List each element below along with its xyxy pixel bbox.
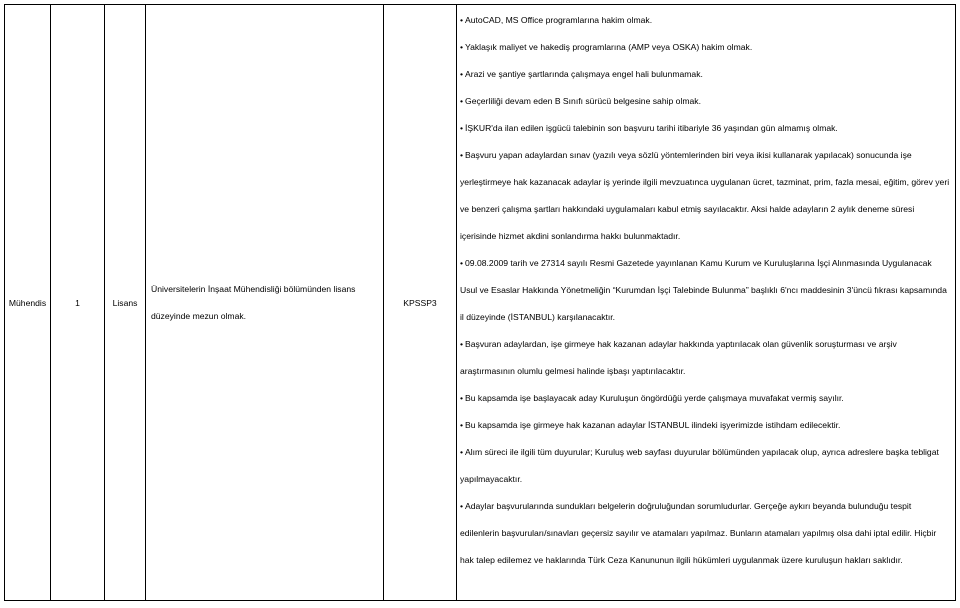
list-item (460, 88, 951, 115)
conditions-list (460, 7, 951, 574)
condition-text: Bu kapsamda işe girmeye hak kazanan adaylar İSTANBUL ilindeki işyerimizde istihdam edilecektir. (465, 420, 841, 430)
position-count-cell: 1 (51, 5, 105, 601)
condition-text: Arazi ve şantiye şartlarında çalışmaya engel hali bulunmamak. (465, 69, 703, 79)
condition-text: İŞKUR'da ilan edilen işgücü talebinin son başvuru tarihi itibariyle 36 yaşından gün almamış olmak. (465, 123, 838, 133)
bullet-icon: • (460, 69, 464, 79)
education-level-cell: Lisans (105, 5, 146, 601)
bullet-icon: • (460, 447, 464, 457)
list-item (460, 439, 951, 493)
list-item (460, 61, 951, 88)
list-item (460, 7, 951, 34)
list-item (460, 115, 951, 142)
bullet-icon: • (460, 420, 464, 430)
list-item (460, 34, 951, 61)
bullet-icon: • (460, 15, 464, 25)
list-item (460, 412, 951, 439)
condition-text: Başvuran adaylardan, işe girmeye hak kazanan adaylar hakkında yaptırılacak olan güvenlik soruşturması ve arşiv araştırmasının olumlu gelmesi halinde işbaşı yaptırılacaktır. (460, 339, 897, 376)
bullet-icon: • (460, 96, 464, 106)
job-posting-table (4, 4, 956, 601)
list-item (460, 142, 951, 250)
bullet-icon: • (460, 501, 464, 511)
bullet-icon: • (460, 258, 464, 268)
condition-text: Bu kapsamda işe başlayacak aday Kuruluşun öngördüğü yerde çalışmaya muvafakat vermiş sayılır. (465, 393, 844, 403)
condition-text: Alım süreci ile ilgili tüm duyurular; Kuruluş web sayfası duyurular bölümünden yapılacak olup, ayrıca adreslere başka tebligat yapılmayacaktır. (460, 447, 939, 484)
list-item (460, 385, 951, 412)
conditions-cell (457, 5, 956, 601)
condition-text: Geçerliliği devam eden B Sınıfı sürücü belgesine sahip olmak. (465, 96, 701, 106)
bullet-icon: • (460, 123, 464, 133)
condition-text: Başvuru yapan adaylardan sınav (yazılı veya sözlü yöntemlerinden biri veya ikisi kullanarak yapılacak) sonucunda işe yerleştirmeye hak kazanacak adaylar iş yerinde ilgili mevzuatınca uygulanan ücret, tazminat, prim, fazla mesai, eğitim, görev yeri ve benzeri çalışma şartları hakkındaki uygulamaları kabul etmiş sayılacaktır. Aksi halde adayların 2 aylık deneme süresi içerisinde hizmet akdini sonlandırma hakkı bulunmaktadır. (460, 150, 950, 241)
list-item (460, 331, 951, 385)
condition-text: 09.08.2009 tarih ve 27314 sayılı Resmi Gazetede yayınlanan Kamu Kurum ve Kuruluşlarına İşçi Alınmasında Uygulanacak Usul ve Esaslar Hakkında Yönetmeliğin “Kurumdan İşçi Talebinde Bulunma” başlıklı 6'ncı maddesinin 3'üncü fıkrası kapsamında il düzeyinde (İSTANBUL) karşılanacaktır. (460, 258, 947, 322)
list-item (460, 250, 951, 331)
table-row (5, 5, 956, 601)
condition-text: AutoCAD, MS Office programlarına hakim olmak. (465, 15, 653, 25)
job-title-cell: Mühendis (5, 5, 51, 601)
bullet-icon: • (460, 42, 464, 52)
bullet-icon: • (460, 339, 464, 349)
education-requirement-cell: Üniversitelerin İnşaat Mühendisliği bölümünden lisans düzeyinde mezun olmak. (146, 5, 384, 601)
condition-text: Adaylar başvurularında sundukları belgelerin doğruluğundan sorumludurlar. Gerçeğe aykırı beyanda bulunduğu tespit edilenlerin başvuruları/sınavları geçersiz sayılır ve atamaları yapılmaz. Bunların atamaları yapılmış olsa dahi iptal edilir. Hiçbir hak talep edilemez ve haklarında Türk Ceza Kanununun ilgili hükümleri uygulanmak üzere kuruluşun hakları saklıdır. (460, 501, 937, 565)
condition-text: Yaklaşık maliyet ve hakediş programlarına (AMP veya OSKA) hakim olmak. (465, 42, 753, 52)
bullet-icon: • (460, 150, 464, 160)
list-item (460, 493, 951, 574)
bullet-icon: • (460, 393, 464, 403)
exam-type-cell: KPSSP3 (384, 5, 457, 601)
